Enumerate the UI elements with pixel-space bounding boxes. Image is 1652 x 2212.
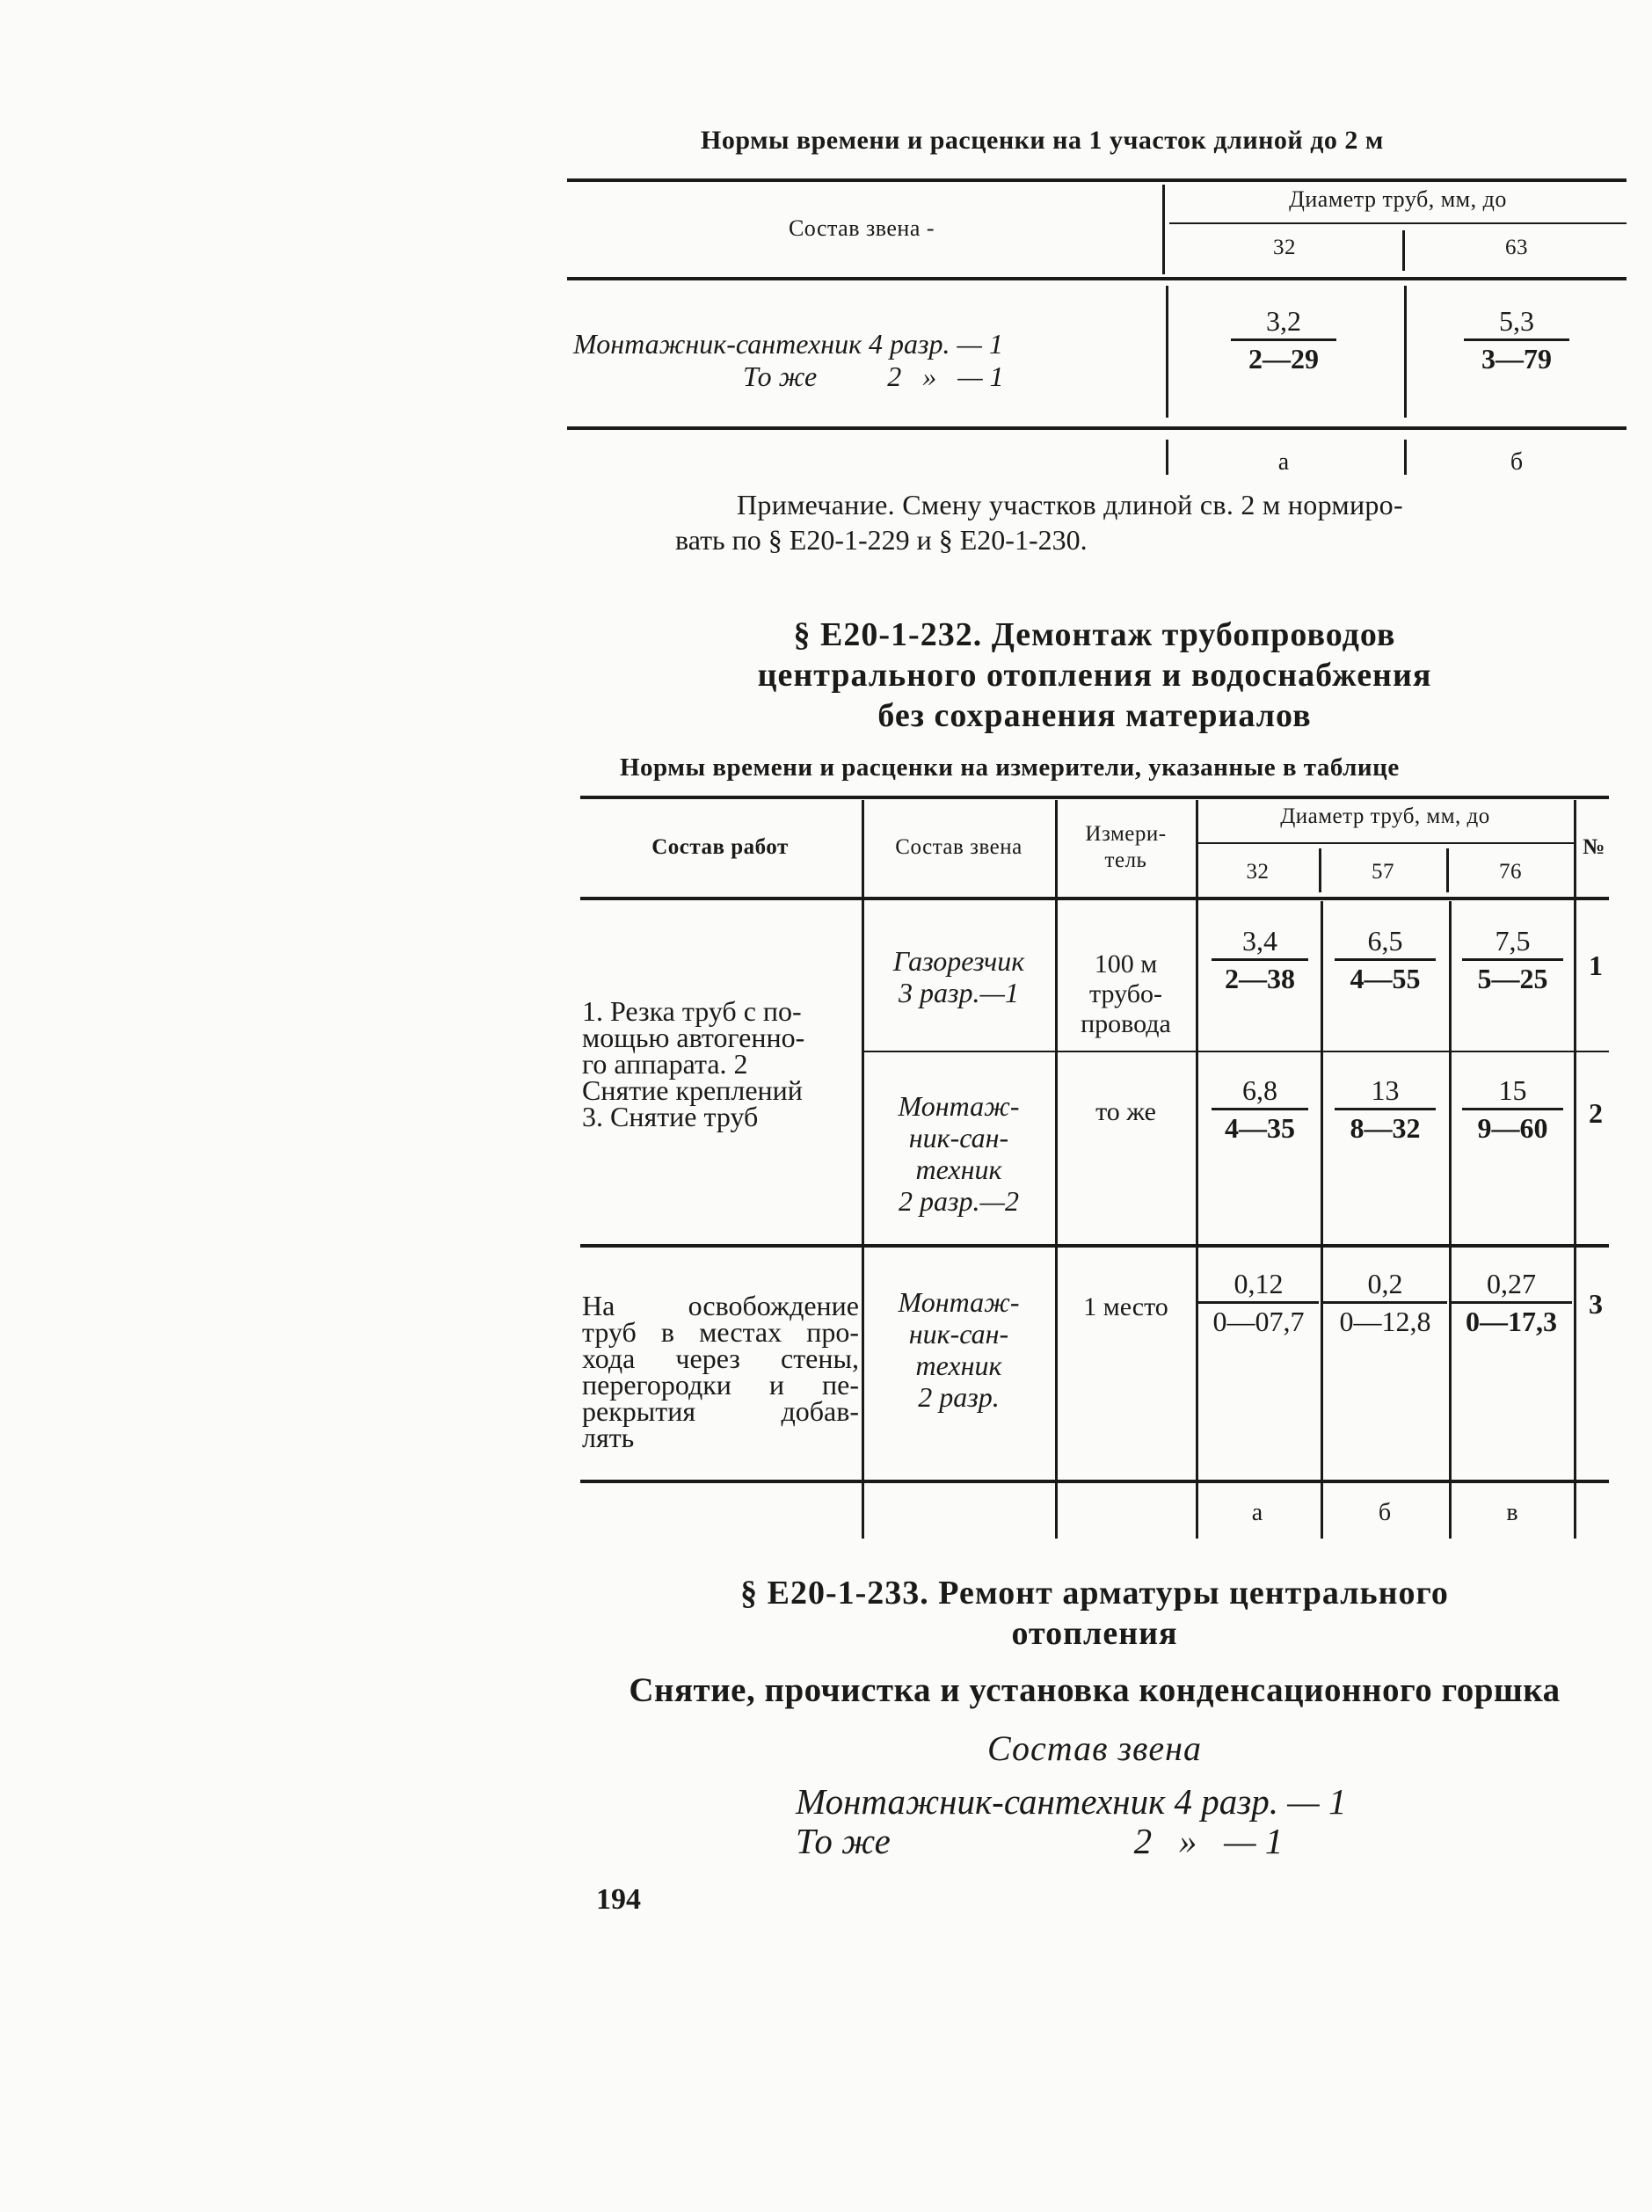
table2-row1-value-57: [1335, 923, 1436, 996]
table2-work-1: [582, 995, 859, 1132]
section232-title-line-3: без сохранения материалов: [877, 697, 1312, 734]
norm-value: 6,8: [1242, 1074, 1277, 1106]
table2-value-divider-1: [1321, 901, 1323, 1539]
table2-row1-value-32: [1212, 923, 1308, 996]
table2-mark-tick-3: [1196, 1495, 1198, 1530]
norm-value: 15: [1498, 1074, 1527, 1106]
norm-value: 0,2: [1367, 1268, 1403, 1299]
work-line: лять: [582, 1422, 635, 1453]
table2-diam-32: 32: [1246, 860, 1270, 884]
table2-row1-rule: [864, 1051, 1609, 1052]
table1-body-divider-1: [1166, 286, 1168, 418]
table2-header-no: №: [1583, 835, 1605, 859]
table2-work-2: [582, 1292, 859, 1451]
table2-header-unit-2: тель: [1104, 848, 1147, 872]
crew-line: техник: [915, 1350, 1002, 1381]
crew-line: Газорезчик: [892, 945, 1025, 977]
table2-row2-value-57: [1335, 1073, 1436, 1146]
table1-caption: Нормы времени и расценки на 1 участок длиной до 2 м: [701, 126, 1384, 155]
table1-value-32: [1231, 303, 1336, 376]
section233-subtitle: Снятие, прочистка и установка конденсационного горшка: [629, 1671, 1561, 1709]
table2-col-mark-b: б: [1378, 1499, 1392, 1526]
table2-mark-tick-1: [862, 1495, 864, 1530]
table2-col-divider-unit: [1196, 800, 1198, 1539]
table2-mark-tick-5: [1449, 1495, 1452, 1530]
work-line: мощью автогенно-: [582, 1022, 805, 1053]
table2-header-crew: Состав звена: [895, 835, 1022, 859]
work-line: перегородки и пе-: [582, 1369, 859, 1401]
table2-row1-value-76: [1462, 923, 1563, 996]
work-line: труб в местах про-: [582, 1316, 859, 1348]
table1-diam-63: 63: [1505, 236, 1528, 259]
table1-col-mark-b: б: [1510, 448, 1524, 476]
norm-value: 13: [1371, 1074, 1400, 1106]
norm-value: 3,4: [1242, 925, 1277, 957]
table1-diam-divider: [1402, 230, 1405, 271]
table2-col-divider-crew: [1055, 800, 1058, 1539]
unit-line: 1 место: [1083, 1292, 1168, 1321]
price-value: 2—29: [1231, 338, 1336, 376]
table2-header-diameter: Диаметр труб, мм, до: [1280, 804, 1490, 828]
table2-row3-value-57: [1323, 1266, 1447, 1339]
crew-line: 2 разр.—2: [899, 1185, 1019, 1217]
price-value: 4—35: [1212, 1108, 1308, 1146]
table1-diameter-header: Диаметр труб, мм, до: [1289, 186, 1507, 212]
norm-value: 5,3: [1499, 305, 1534, 337]
section233-crew-line-1: Монтажник-сантехник 4 разр. — 1: [796, 1781, 1347, 1822]
table2-bottom-rule: [580, 1480, 1609, 1483]
crew-line: ник-сан-: [908, 1122, 1009, 1153]
work-line: 3. Снятие труб: [582, 1101, 759, 1132]
table2-header-unit-1: Измери-: [1085, 822, 1167, 846]
table2-row1-crew: [864, 945, 1053, 1008]
price-value: 0—17,3: [1451, 1301, 1572, 1339]
table1-mark-tick-2: [1404, 440, 1407, 475]
table2-col-divider-values: [1574, 800, 1576, 1539]
table2-header-work: Состав работ: [651, 835, 789, 859]
table2-col-mark-v: в: [1506, 1499, 1518, 1526]
note-line-2: вать по § Е20-1-229 и § Е20-1-230.: [675, 524, 1088, 556]
work-line: На освобождение: [582, 1290, 859, 1321]
page-number: 194: [596, 1883, 641, 1916]
table2-top-rule: [580, 796, 1609, 799]
unit-line: 100 м: [1094, 950, 1158, 979]
work-line: рекрытия добав-: [582, 1395, 859, 1427]
table1-diam-32: 32: [1273, 236, 1296, 259]
price-value: 9—60: [1462, 1108, 1563, 1146]
crew-line: Монтаж-: [898, 1090, 1020, 1122]
crew-line: ник-сан-: [908, 1318, 1009, 1350]
norm-value: 3,2: [1266, 305, 1301, 337]
table2-row2-unit: [1058, 1097, 1194, 1127]
table2-row1-no: 1: [1589, 950, 1603, 981]
section233-title-line-1: § Е20-1-233. Ремонт арматуры центрального: [740, 1575, 1449, 1612]
table1-crew-line-1: Монтажник-сантехник 4 разр. — 1: [573, 328, 1003, 360]
section232-caption: Нормы времени и расценки на измерители, указанные в таблице: [620, 753, 1400, 782]
norm-value: 0,12: [1234, 1268, 1284, 1299]
table1-body-divider-2: [1404, 286, 1407, 418]
table2-diam-76: 76: [1499, 860, 1522, 884]
table2-row3-crew: [864, 1286, 1053, 1413]
table1-col-mark-a: а: [1277, 448, 1290, 476]
work-line: 1. Резка труб с по-: [582, 995, 802, 1027]
price-value: 5—25: [1462, 958, 1563, 996]
table2-row1-unit: [1058, 950, 1194, 1039]
unit-line: трубо-: [1089, 979, 1162, 1008]
work-line: хода через стены,: [582, 1342, 859, 1374]
work-line: Снятие креплений: [582, 1074, 803, 1106]
table2-diam-57: 57: [1372, 860, 1394, 884]
work-line: го аппарата. 2: [582, 1048, 748, 1080]
table2-row3-value-32: [1198, 1266, 1319, 1339]
table1-crew-line-2: То же 2 » — 1: [743, 360, 1004, 392]
table2-header-rule: [580, 897, 1609, 900]
table1-subheader-rule: [1169, 222, 1627, 224]
table1-header-rule: [567, 277, 1627, 280]
table2-col-mark-a: а: [1251, 1499, 1263, 1526]
section232-title-line-1: § Е20-1-232. Демонтаж трубопроводов: [793, 616, 1396, 653]
price-value: 0—12,8: [1323, 1301, 1447, 1339]
norm-value: 7,5: [1495, 925, 1531, 957]
table1-mark-tick-1: [1166, 440, 1168, 475]
table1-bottom-rule: [567, 426, 1627, 430]
table2-row3-value-76: [1451, 1266, 1572, 1339]
table1-value-63: [1464, 303, 1569, 376]
table2-mark-tick-6: [1574, 1495, 1576, 1530]
table2-row2-value-76: [1462, 1073, 1563, 1146]
price-value: 0—07,7: [1198, 1301, 1319, 1339]
table1-top-rule: [567, 178, 1627, 182]
table2-subheader-rule: [1198, 842, 1574, 844]
section233-crew-line-2: То же 2 » — 1: [796, 1821, 1284, 1861]
price-value: 3—79: [1464, 338, 1569, 376]
norm-value: 0,27: [1487, 1268, 1536, 1299]
table2-value-divider-2: [1449, 901, 1452, 1539]
table2-row2-rule: [580, 1244, 1609, 1248]
table2-row3-no: 3: [1589, 1288, 1603, 1320]
table2-row2-crew: [864, 1090, 1053, 1217]
table2-mark-tick-4: [1321, 1495, 1323, 1530]
price-value: 4—55: [1335, 958, 1436, 996]
table2-row3-unit: [1058, 1292, 1194, 1322]
section233-crew-title: Состав звена: [986, 1728, 1202, 1768]
table2-row2-no: 2: [1589, 1097, 1603, 1129]
price-value: 8—32: [1335, 1108, 1436, 1146]
section232-title-line-2: центрального отопления и водоснабжения: [757, 657, 1432, 694]
unit-line: то же: [1095, 1097, 1156, 1126]
crew-line: 2 разр.: [918, 1381, 1000, 1413]
unit-line: провода: [1081, 1009, 1171, 1038]
note-line-1: Примечание. Смену участков длиной св. 2 м нормиро-: [737, 489, 1403, 520]
crew-line: техник: [915, 1153, 1002, 1185]
table2-mark-tick-2: [1055, 1495, 1058, 1530]
crew-line: Монтаж-: [898, 1286, 1020, 1318]
section233-title-line-2: отопления: [1011, 1615, 1178, 1652]
norm-value: 6,5: [1367, 925, 1403, 957]
crew-line: 3 разр.—1: [899, 977, 1019, 1008]
table2-row2-value-32: [1212, 1073, 1308, 1146]
table1-crew-header: Состав звена -: [788, 215, 935, 241]
price-value: 2—38: [1212, 958, 1308, 996]
table1-header-divider: [1162, 185, 1165, 274]
